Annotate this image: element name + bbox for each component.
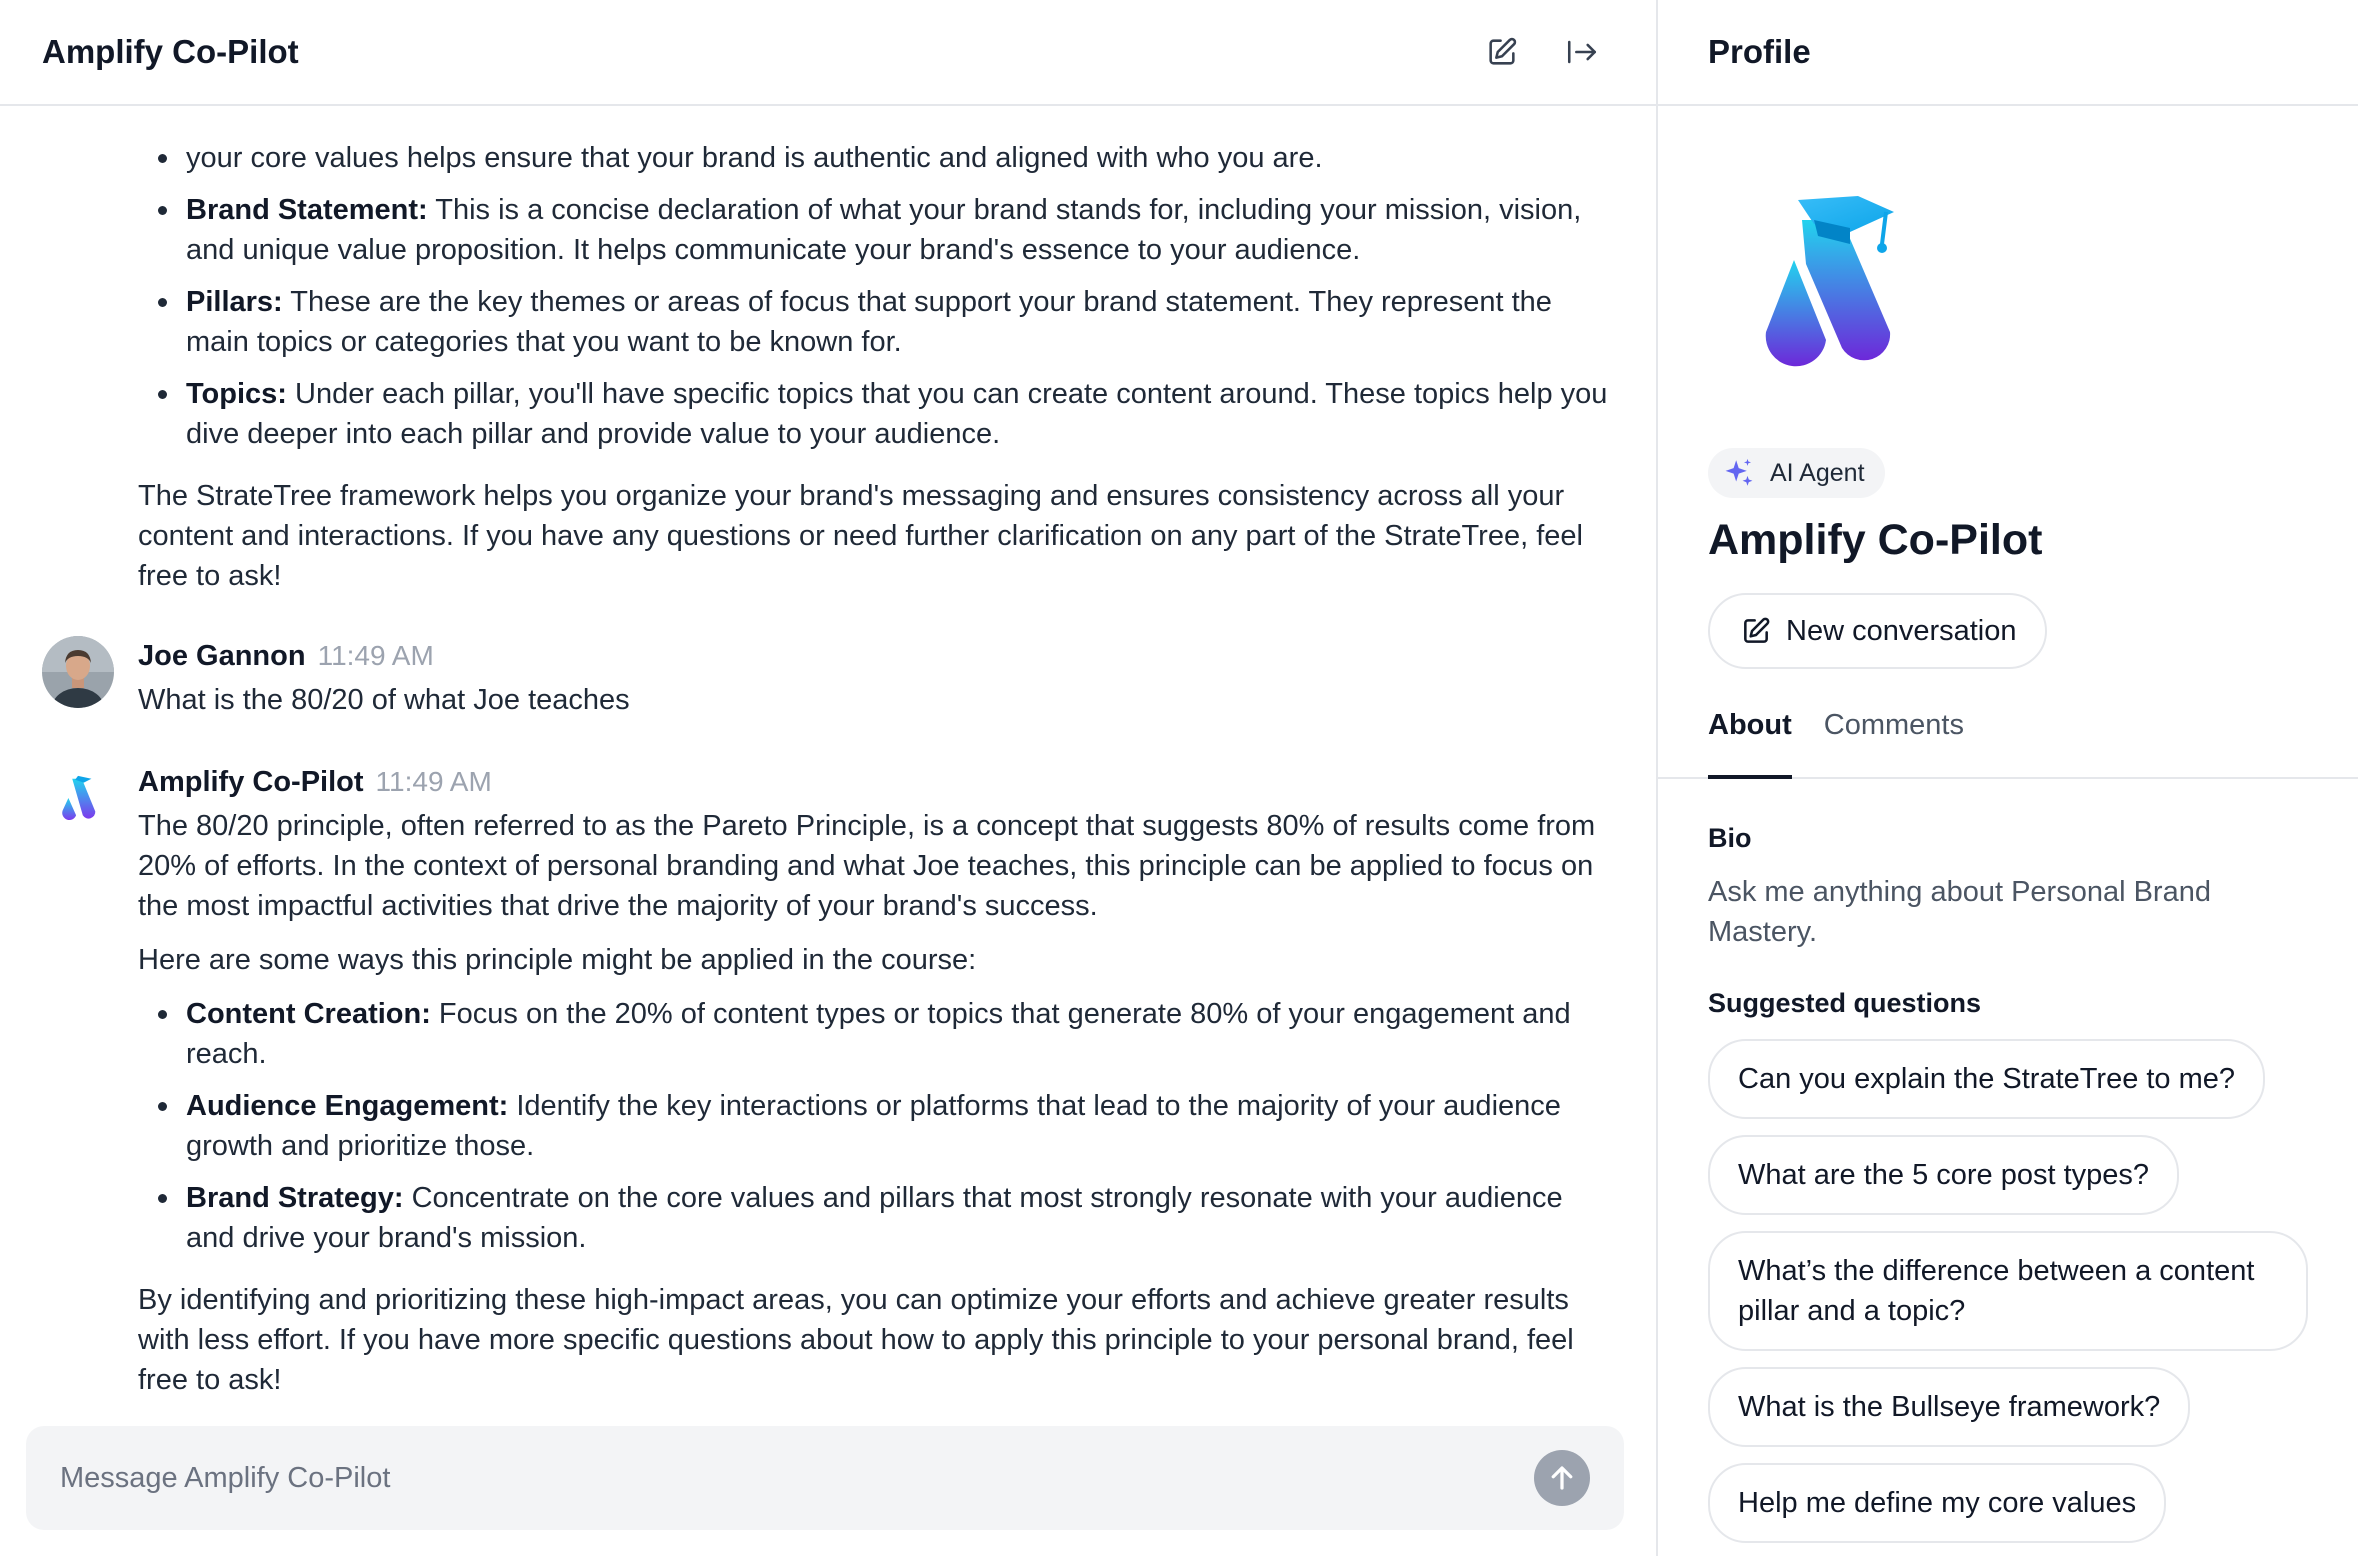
profile-header (1658, 0, 2358, 106)
collapse-panel-button[interactable] (1550, 20, 1614, 84)
message-text: What is the 80/20 of what Joe teaches (138, 684, 630, 716)
bullet-term: Audience Engagement: (186, 1090, 509, 1122)
bullet-term: Content Creation: (186, 998, 431, 1030)
profile-panel (1658, 0, 2358, 1556)
suggested-questions (1708, 1039, 2308, 1556)
edit-icon (1740, 615, 1772, 647)
edit-icon (1485, 35, 1519, 69)
user-photo-icon (42, 636, 114, 708)
bullet-text: Identify the key interactions or platforms that lead to the majority of your audience growth and prioritize those. (186, 1090, 1561, 1162)
message-paragraph: By identifying and prioritizing these high-impact areas, you can optimize your efforts and achieve greater results with less effort. If you have more specific questions about how to apply this principle to your personal brand, feel free to ask! (138, 1284, 1574, 1396)
partial-text: your core values helps ensure that your brand is authentic and aligned with who you are. (186, 142, 1323, 174)
bullet-term: Topics: (186, 378, 287, 410)
chat-header (0, 0, 1656, 106)
message-composer (26, 1426, 1624, 1530)
agent-name: Amplify Co-Pilot (1708, 516, 2043, 564)
amplify-logo-icon (1718, 188, 1938, 388)
suggested-questions-heading: Suggested questions (1708, 988, 1982, 1018)
list-item (138, 190, 1614, 270)
suggested-question-chip[interactable]: What is the Bullseye framework? (1708, 1367, 2190, 1447)
send-button[interactable] (1534, 1450, 1590, 1506)
suggested-question-chip[interactable]: Can you explain the StrateTree to me? (1708, 1039, 2265, 1119)
bot-message (42, 762, 1614, 1426)
bullet-text: Under each pillar, you'll have specific topics that you can create content around. These topics help you dive deeper into each pillar and provide value to your audience. (186, 378, 1608, 450)
suggested-question-chip[interactable]: What’s the difference between a content pillar and a topic? (1708, 1231, 2308, 1351)
list-item (138, 1178, 1614, 1258)
tab-about[interactable]: About (1708, 709, 1792, 779)
bio-text: Ask me anything about Personal Brand Mastery. (1708, 876, 2211, 948)
previous-bullet-list (138, 138, 1614, 454)
bullet-term: Pillars: (186, 286, 283, 318)
user-message (42, 636, 1614, 720)
badge-label: AI Agent (1770, 458, 1865, 487)
compose-button[interactable] (1470, 20, 1534, 84)
list-item (138, 994, 1614, 1074)
chat-title: Amplify Co-Pilot (42, 33, 299, 70)
previous-bot-message (42, 138, 1614, 596)
bullet-list (138, 994, 1614, 1258)
ai-agent-badge (1708, 448, 1885, 498)
timestamp: 11:49 AM (317, 640, 434, 671)
new-conversation-label: New conversation (1786, 614, 2017, 647)
message-paragraph: The 80/20 principle, often referred to as the Pareto Principle, is a concept that suggests 80% of results come from 20% of efforts. In the context of personal branding and what Joe teaches, this principle can be applied to focus on the most impactful activities that drive the majority of your brand's success. (138, 810, 1596, 922)
agent-logo (1718, 188, 1938, 388)
message-list[interactable] (0, 106, 1656, 1426)
bullet-text: Concentrate on the core values and pillars that most strongly resonate with your audience and drive your brand's mission. (186, 1182, 1563, 1254)
sparkles-icon (1722, 456, 1756, 490)
profile-tabs (1658, 709, 2358, 779)
bullet-text: This is a concise declaration of what your brand stands for, including your mission, vision, and unique value proposition. It helps communicate your brand's essence to your audience. (186, 194, 1582, 266)
suggested-question-chip[interactable]: What are the 5 core post types? (1708, 1135, 2179, 1215)
list-item (138, 282, 1614, 362)
suggested-question-chip[interactable]: Help me define my core values (1708, 1463, 2166, 1543)
list-item (138, 1086, 1614, 1166)
arrow-up-icon (1547, 1463, 1577, 1493)
bullet-term: Brand Strategy: (186, 1182, 404, 1214)
message-paragraph: Here are some ways this principle might be applied in the course: (138, 944, 977, 976)
list-item (138, 138, 1614, 178)
new-conversation-button[interactable] (1708, 593, 2047, 669)
list-item (138, 374, 1614, 454)
sender-name: Amplify Co-Pilot (138, 766, 364, 798)
bullet-text: These are the key themes or areas of focus that support your brand statement. They represent the main topics or categories that you want to be known for. (186, 286, 1552, 358)
sender-name: Joe Gannon (138, 640, 306, 672)
bullet-text: Focus on the 20% of content types or topics that generate 80% of your engagement and reach. (186, 998, 1571, 1070)
arrow-right-to-line-icon (1565, 35, 1599, 69)
message-input[interactable] (60, 1462, 1534, 1495)
bio-heading: Bio (1708, 823, 1752, 853)
timestamp: 11:49 AM (375, 766, 492, 797)
avatar[interactable] (42, 636, 114, 708)
bot-avatar[interactable] (42, 762, 114, 834)
tab-comments[interactable]: Comments (1823, 709, 1964, 741)
message-paragraph: The StrateTree framework helps you organize your brand's messaging and ensures consistency across all your content and interactions. If you have any questions or need further clarification on any part of the StrateTree, feel free to ask! (138, 480, 1583, 592)
amplify-logo-icon (54, 774, 102, 822)
profile-title: Profile (1708, 33, 1811, 70)
bullet-term: Brand Statement: (186, 194, 428, 226)
